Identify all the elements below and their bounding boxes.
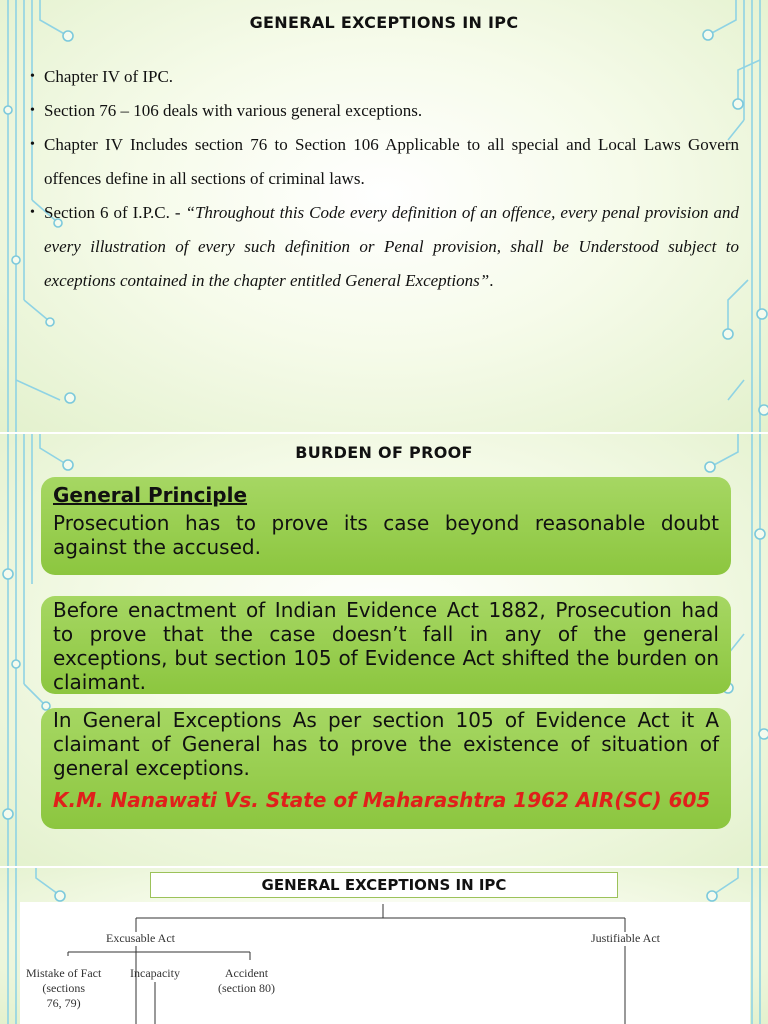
slide-burden-of-proof [0,434,768,866]
slide-title: GENERAL EXCEPTIONS IN IPC [249,13,519,32]
box-text: Prosecution has to prove its case beyond reasonable doubt against the accused. [53,511,719,559]
tree-connectors [20,902,750,1024]
box-text: Before enactment of Indian Evidence Act 1882, Prosecution had to prove that the case doesn’t fall in any of the general exceptions, but section 105 of Evidence Act shifted the burden on claimant. [53,598,719,694]
evidence-act-history-box [41,596,731,694]
accident-label [218,966,275,996]
accident-line-2: (section 80) [218,981,275,995]
mistake-line-1: Mistake of Fact [26,966,102,980]
ipc-section-quote: “Throughout this Code every definition of an offence, every penal provision and every illustration of every such definition or Penal provision, shall be Understood subject to exceptions contained in the chapter entitled General Exceptions” [44,203,739,290]
bullet-icon: • [30,69,35,84]
box-text: In General Exceptions As per section 105 of Evidence Act it A claimant of General has to prove the existence of situation of general exceptions. [53,708,719,780]
general-principle-box [41,477,731,575]
list-item [30,60,739,94]
bullet-text: Chapter IV Includes section 76 to Section 106 Applicable to all special and Local Laws Govern offences define in all sections of criminal laws. [44,135,739,188]
list-item [30,196,739,298]
excusable-act-label: Excusable Act [106,931,175,945]
bullet-suffix: . [489,271,494,290]
exceptions-tree-diagram [20,902,750,1024]
bullet-prefix: Section 6 of I.P.C. - [44,203,186,222]
case-citation: K.M. Nanawati Vs. State of Maharashtra 1962 AIR(SC) 605 [53,788,711,812]
claimant-burden-box [41,708,731,829]
box-heading: General Principle [53,483,248,507]
list-item [30,128,739,196]
bullet-text: Chapter IV of IPC. [44,67,174,86]
accident-line-1: Accident [224,966,269,980]
list-item [30,94,739,128]
justifiable-act-label: Justifiable Act [591,931,660,945]
mistake-of-fact-label [26,966,101,1011]
slide-title: BURDEN OF PROOF [295,443,473,462]
slide-general-exceptions [0,0,768,432]
bullet-list [30,60,739,298]
bullet-icon: • [30,205,35,220]
bullet-icon: • [30,137,35,152]
incapacity-label: Incapacity [130,966,180,980]
mistake-line-2: (sections [42,981,85,995]
mistake-line-3: 76, 79) [46,996,81,1010]
slide-title: GENERAL EXCEPTIONS IN IPC [150,872,618,898]
bullet-icon: • [30,103,35,118]
bullet-text: Section 76 – 106 deals with various general exceptions. [44,101,423,120]
slide-exceptions-tree [0,868,768,1024]
